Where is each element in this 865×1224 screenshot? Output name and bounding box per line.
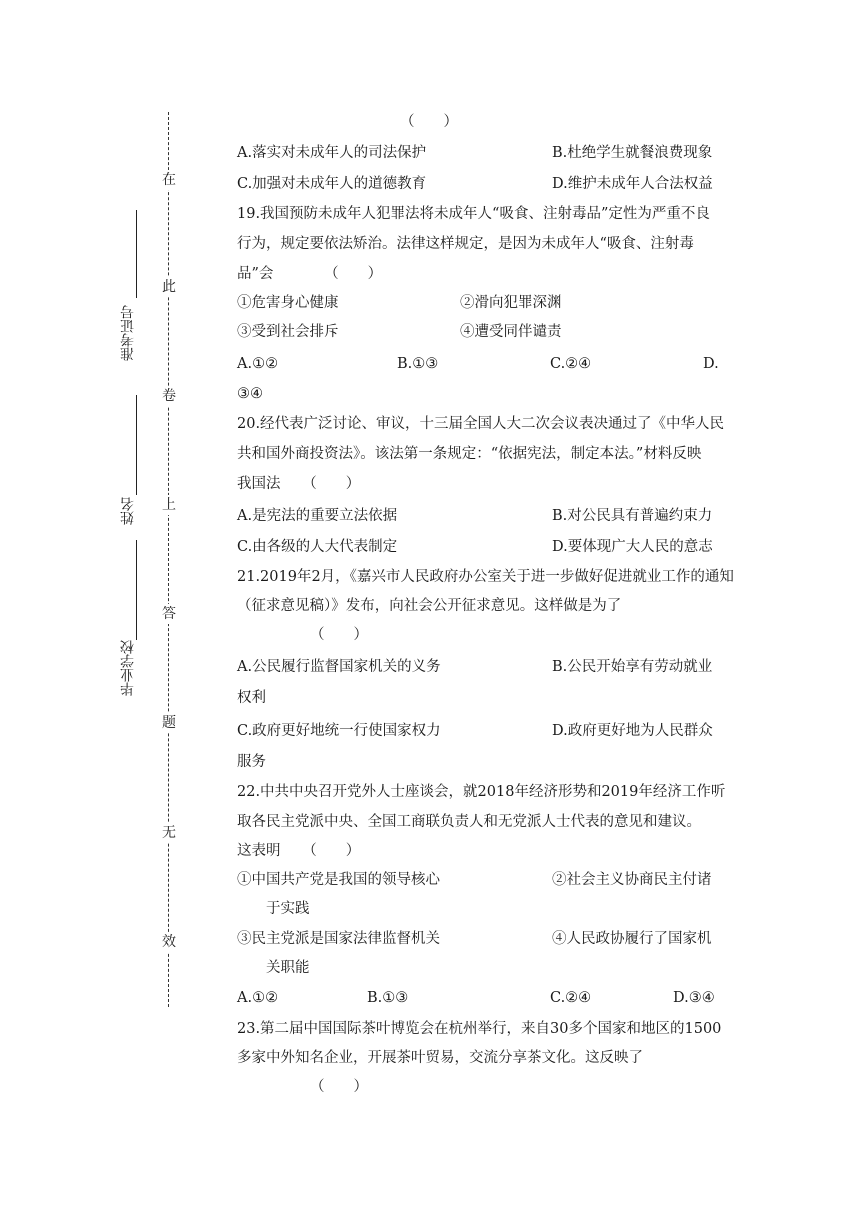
school-underline — [136, 540, 137, 640]
margin-warning-char: 在 — [157, 170, 181, 190]
q22-item-4: ④人民政协履行了国家机 — [552, 931, 712, 947]
margin-warning-char: 题 — [157, 713, 181, 733]
q21-option-d: D.政府更好地为人民群众 — [552, 723, 713, 739]
q22-option-b: B.①③ — [367, 990, 409, 1006]
q22-item-2: ②社会主义协商民主付诸 — [552, 872, 712, 888]
exam-id-label: 准考证号 — [119, 305, 136, 361]
q22-option-a: A.①② — [237, 990, 279, 1006]
q23-stem-line1: 23.第二届中国国际茶叶博览会在杭州举行，来自30多个国家和地区的1500 — [237, 1021, 722, 1037]
exam-id-underline — [136, 210, 137, 298]
q19-stem-line1: 19.我国预防未成年人犯罪法将未成年人“吸食、注射毒品”定性为严重不良 — [237, 206, 710, 222]
q22-option-d: D.③④ — [673, 990, 715, 1006]
q19-option-d-cont: ③④ — [237, 386, 263, 402]
q20-option-c: C.由各级的人大代表制定 — [237, 539, 398, 555]
q18-option-a: A.落实对未成年人的司法保护 — [237, 145, 427, 161]
q21-option-b-cont: 权利 — [237, 690, 266, 706]
q19-item-2: ②滑向犯罪深渊 — [460, 295, 562, 311]
q20-option-d: D.要体现广大人民的意志 — [552, 539, 713, 555]
q21-stem-line1: 21.2019年2月，《嘉兴市人民政府办公室关于进一步做好促进就业工作的通知 — [237, 569, 734, 585]
q19-item-3: ③受到社会排斥 — [237, 324, 339, 340]
q23-stem-line3: （ ） — [310, 1079, 368, 1095]
q19-item-4: ④遭受同伴谴责 — [460, 324, 562, 340]
q20-stem-line3: 我国法 （ ） — [237, 476, 361, 492]
q18-answer-paren: （ ） — [400, 114, 458, 130]
q22-stem-line1: 22.中共中央召开党外人士座谈会，就2018年经济形势和2019年经济工作听 — [237, 784, 726, 800]
q19-stem-line2: 行为，规定要依法矫治。法律这样规定，是因为未成年人“吸食、注射毒 — [237, 236, 694, 252]
school-label: 毕业学校 — [119, 640, 136, 696]
q22-item-1: ①中国共产党是我国的领导核心 — [237, 872, 440, 888]
q21-option-b: B.公民开始享有劳动就业 — [552, 659, 713, 675]
q19-stem-line3: 品”会 （ ） — [237, 266, 383, 282]
q21-option-c: C.政府更好地统一行使国家权力 — [237, 723, 441, 739]
q19-option-b: B.①③ — [397, 356, 439, 372]
margin-warning-char: 上 — [157, 495, 181, 515]
q20-option-a: A.是宪法的重要立法依据 — [237, 508, 398, 524]
q20-stem-line1: 20.经代表广泛讨论、审议，十三届全国人大二次会议表决通过了《中华人民 — [237, 416, 725, 432]
q18-option-c: C.加强对未成年人的道德教育 — [237, 176, 427, 192]
margin-warning-char: 答 — [157, 604, 181, 624]
q22-stem-line3: 这表明 （ ） — [237, 843, 361, 859]
q19-option-a: A.①② — [237, 356, 279, 372]
q19-option-c: C.②④ — [550, 356, 592, 372]
q22-item-4-cont: 关职能 — [266, 960, 310, 976]
name-underline — [136, 395, 137, 495]
name-label: 姓名 — [119, 497, 136, 525]
q20-stem-line2: 共和国外商投资法》。该法第一条规定：“依据宪法，制定本法。”材料反映 — [237, 446, 702, 462]
q19-item-1: ①危害身心健康 — [237, 295, 339, 311]
margin-warning-char: 卷 — [157, 386, 181, 406]
margin-warning-char: 效 — [157, 932, 181, 952]
margin-warning-char: 无 — [157, 823, 181, 843]
q21-option-a: A.公民履行监督国家机关的义务 — [237, 659, 441, 675]
q22-item-3: ③民主党派是国家法律监督机关 — [237, 931, 440, 947]
q23-stem-line2: 多家中外知名企业，开展茶叶贸易，交流分享茶文化。这反映了 — [237, 1050, 643, 1066]
q22-option-c: C.②④ — [550, 990, 592, 1006]
q22-item-2-cont: 于实践 — [266, 901, 310, 917]
q19-option-d: D. — [703, 356, 719, 372]
margin-warning-char: 此 — [157, 277, 181, 297]
q18-option-b: B.杜绝学生就餐浪费现象 — [552, 145, 713, 161]
binding-dashed-line — [168, 112, 169, 1007]
q21-stem-line2: （征求意见稿）》发布，向社会公开征求意见。这样做是为了 — [237, 598, 622, 614]
q22-stem-line2: 取各民主党派中央、全国工商联负责人和无党派人士代表的意见和建议。 — [237, 814, 701, 830]
q18-option-d: D.维护未成年人合法权益 — [552, 176, 713, 192]
q21-option-d-cont: 服务 — [237, 754, 266, 770]
q20-option-b: B.对公民具有普遍约束力 — [552, 508, 713, 524]
q21-stem-line3: （ ） — [310, 627, 368, 643]
